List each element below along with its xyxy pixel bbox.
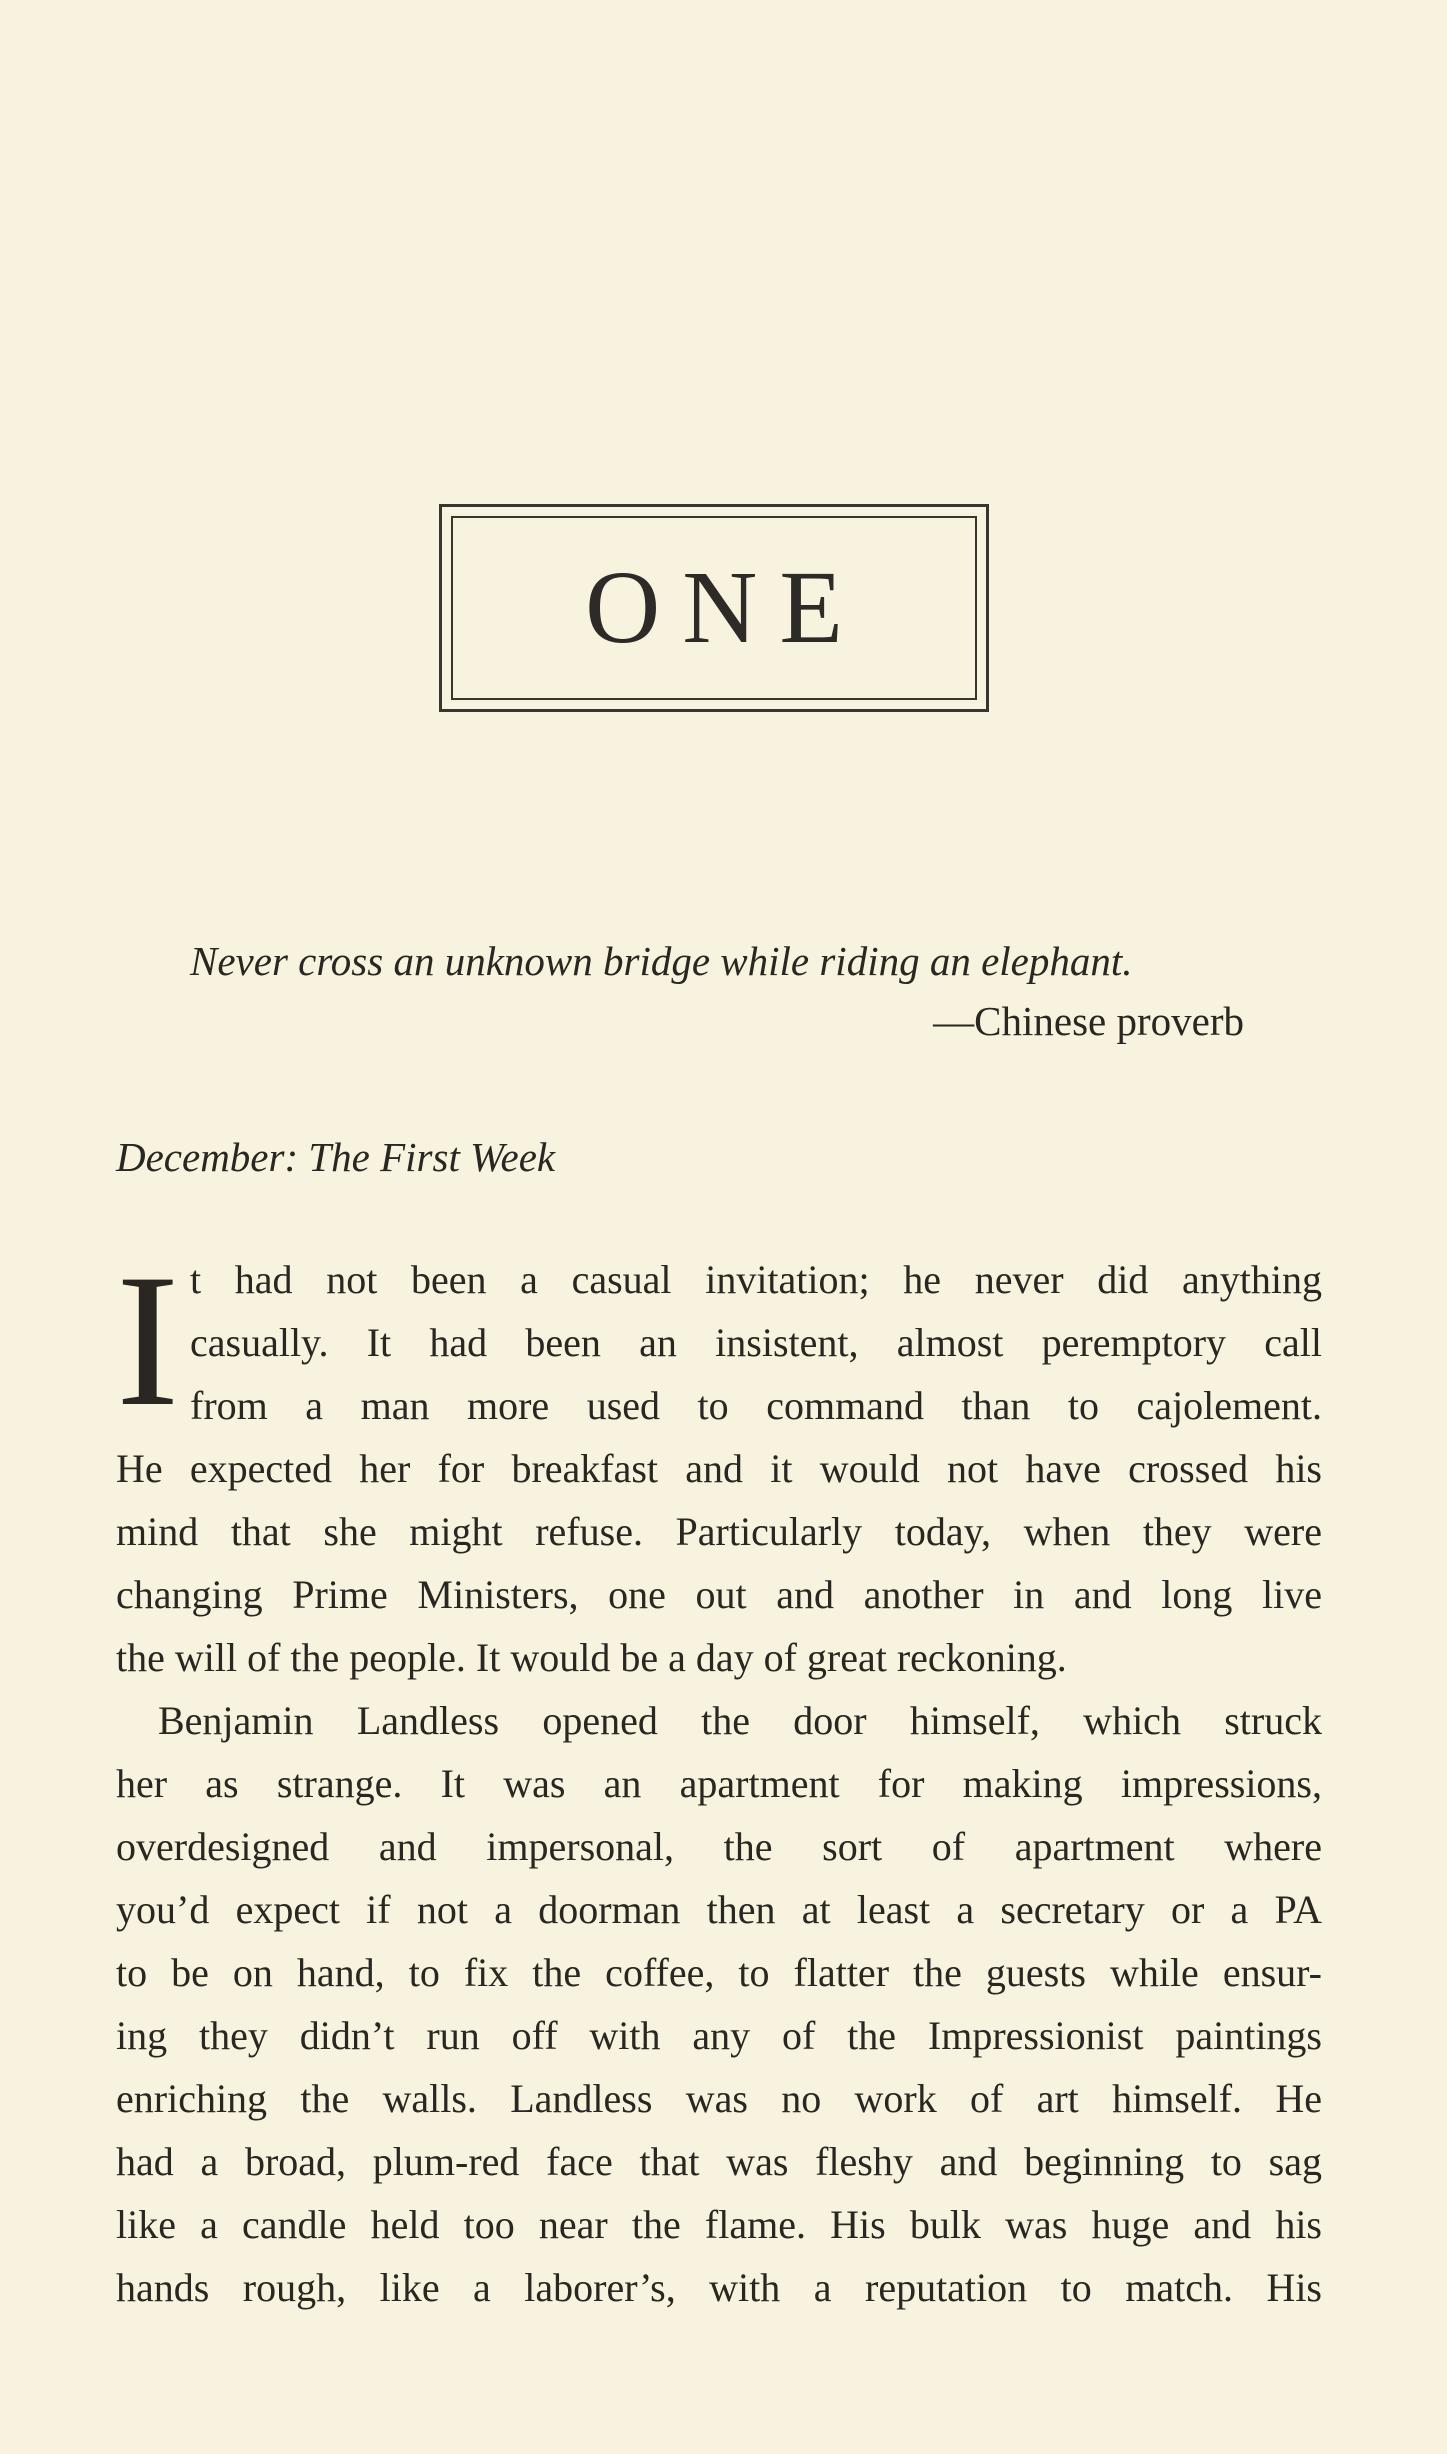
text-line: changing Prime Ministers, one out and another in and long live bbox=[116, 1572, 1322, 1617]
text-line: to be on hand, to fix the coffee, to flatter the guests while ensur- bbox=[116, 1950, 1322, 1995]
text-line: hands rough, like a laborer’s, with a reputation to match. His bbox=[116, 2265, 1322, 2310]
chapter-heading-inner-border bbox=[451, 516, 977, 700]
text-line: mind that she might refuse. Particularly today, when they were bbox=[116, 1509, 1322, 1554]
text-line: casually. It had been an insistent, almost peremptory call bbox=[190, 1320, 1322, 1365]
body-text bbox=[116, 1236, 1322, 2319]
chapter-heading-box bbox=[439, 504, 989, 712]
chapter-title: ONE bbox=[585, 550, 865, 665]
text-line: overdesigned and impersonal, the sort of apartment where bbox=[116, 1824, 1322, 1869]
text-line: ing they didn’t run off with any of the Impressionist paintings bbox=[116, 2013, 1322, 2058]
text-line: from a man more used to command than to cajolement. bbox=[190, 1383, 1322, 1428]
text-line: had a broad, plum-red face that was fleshy and beginning to sag bbox=[116, 2139, 1322, 2184]
drop-cap: I bbox=[116, 1236, 180, 1446]
text-line: enriching the walls. Landless was no work of art himself. He bbox=[116, 2076, 1322, 2121]
epigraph-attribution: —Chinese proverb bbox=[933, 998, 1244, 1044]
text-line: her as strange. It was an apartment for making impressions, bbox=[116, 1761, 1322, 1806]
text-line: like a candle held too near the flame. His bulk was huge and his bbox=[116, 2202, 1322, 2247]
text-line: you’d expect if not a doorman then at least a secretary or a PA bbox=[116, 1887, 1322, 1932]
epigraph-quote: Never cross an unknown bridge while riding an elephant. bbox=[190, 938, 1133, 984]
text-line: t had not been a casual invitation; he never did anything bbox=[190, 1257, 1322, 1302]
text-line: He expected her for breakfast and it would not have crossed his bbox=[116, 1446, 1322, 1491]
section-heading: December: The First Week bbox=[116, 1134, 556, 1180]
epigraph bbox=[190, 932, 1244, 1050]
text-line: Benjamin Landless opened the door himself, which struck bbox=[158, 1698, 1322, 1743]
text-line: the will of the people. It would be a day of great reckoning. bbox=[116, 1635, 1067, 1680]
